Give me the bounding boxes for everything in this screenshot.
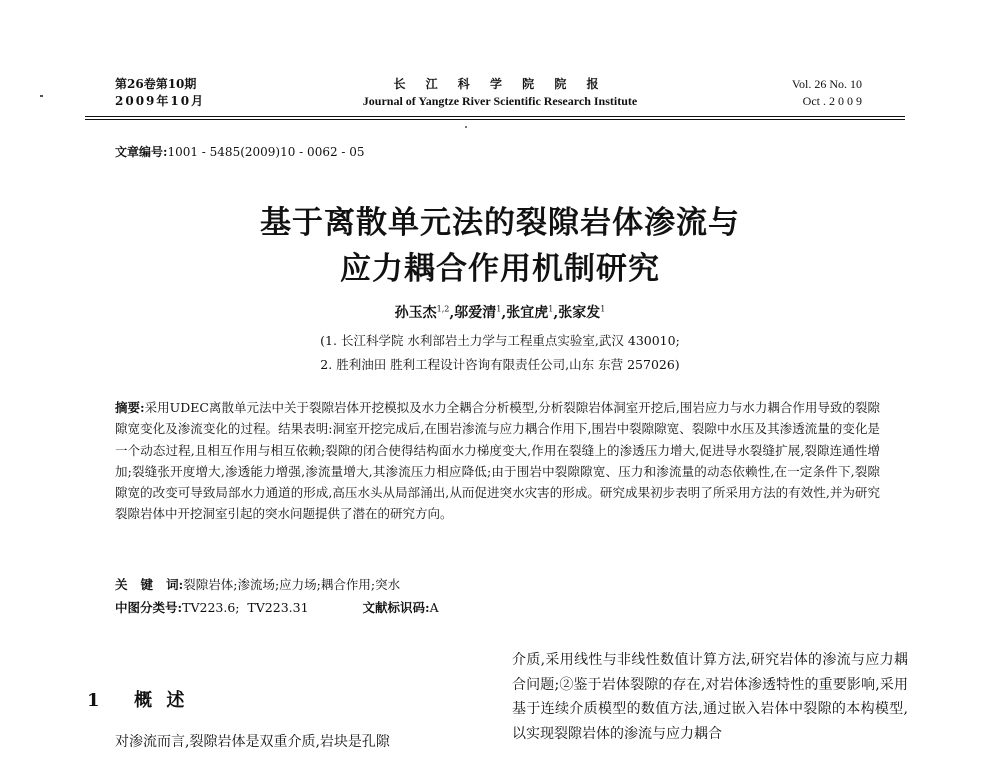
keywords: [115, 575, 400, 593]
section-heading: [87, 686, 188, 712]
article-number-value: 1001 - 5485(2009)10 - 0062 - 05: [167, 145, 365, 159]
header-rule: [85, 116, 905, 117]
author-4-affil: 1: [600, 304, 606, 314]
classification: [115, 598, 439, 616]
author-list: 孙玉杰$^{1,2}$,邬爱清$^1$,张宜虎$^1$,张家发$^1$: [394, 304, 606, 321]
doc-code-label: 文献标识码:: [362, 600, 430, 615]
abstract-label: 摘要:: [115, 400, 145, 415]
journal-name-cn: 长 江 科 学 院 院 报: [393, 77, 607, 91]
date-en: Oct . 2 0 0 9: [802, 94, 862, 108]
volume-issue-cn: 第26卷第10期: [115, 77, 197, 91]
clc-value: TV223.6; TV223.31: [182, 600, 309, 615]
abstract: [115, 397, 880, 525]
article-number-label: 文章编号:: [115, 145, 168, 159]
keywords-label: 关 键 词:: [115, 577, 184, 592]
author-2: 邬爱清: [454, 305, 497, 321]
author-2-affil: 1: [496, 304, 502, 314]
scan-mark: [465, 126, 467, 128]
body-right-column: 介质,采用线性与非线性数值计算方法,研究岩体的渗流与应力耦合问题;②鉴于岩体裂隙的存在,对岩体渗透特性的重要影响,采用基于连续介质模型的数值方法,通过嵌入岩体中裂隙的本构模型,以实现裂隙岩体的渗流与应力耦合: [512, 652, 908, 742]
date-cn: 2009年10月: [115, 94, 206, 108]
clc-label: 中图分类号:: [115, 600, 183, 615]
keywords-text: 裂隙岩体;渗流场;应力场;耦合作用;突水: [183, 577, 401, 592]
body-left-column: [87, 730, 487, 754]
paragraph-line: 对渗流而言,裂隙岩体是双重介质,岩块是孔隙: [115, 734, 390, 750]
paper-title: [0, 200, 1000, 292]
author-4: 张家发: [558, 305, 601, 321]
article-number: [115, 143, 365, 160]
author-1: 孙玉杰: [394, 305, 437, 321]
title-line-2: 应力耦合作用机制研究: [340, 251, 660, 287]
title-line-1: 基于离散单元法的裂隙岩体渗流与: [260, 205, 740, 241]
author-3-affil: 1: [548, 304, 554, 314]
volume-issue-en: Vol. 26 No. 10: [791, 77, 862, 91]
affiliation-1: (1. 长江科学院 水利部岩土力学与工程重点实验室,武汉 430010;: [320, 333, 680, 348]
affiliation-2: 2. 胜利油田 胜利工程设计咨询有限责任公司,山东 东营 257026): [320, 357, 680, 372]
author-3: 张宜虎: [506, 305, 549, 321]
header-rule: [85, 119, 905, 120]
journal-name-en: Journal of Yangtze River Scientific Research Institute: [362, 94, 638, 108]
doc-code-value: A: [429, 600, 439, 615]
author-1-affil: 1,2: [436, 304, 450, 314]
section-number: 1: [87, 690, 104, 711]
issue-info-en: [792, 76, 862, 110]
abstract-text: 采用UDEC离散单元法中关于裂隙岩体开挖模拟及水力全耦合分析模型,分析裂隙岩体洞室开挖后,围岩应力与水力耦合作用导致的裂隙隙宽变化及渗流变化的过程。结果表明:洞室开挖完成后,在围岩渗流与应力耦合作用下,围岩中裂隙隙宽、裂隙中水压及其渗透流量的变化是一个动态过程,且相互作用与相互依赖;裂隙的闭合使得结构面水力梯度变大,作用在裂缝上的渗透压力增大,促进导水裂缝扩展,裂隙连通性增加;裂缝张开度增大,渗透能力增强,渗流量增大,其渗流压力相应降低;由于围岩中裂隙隙宽、压力和渗流量的动态依赖性,在一定条件下,裂隙隙宽的改变可导致局部水力通道的形成,高压水头从局部涌出,从而促进突水灾害的形成。研究成果初步表明了所采用方法的有效性,并为研究裂隙岩体中开挖洞室引起的突水问题提供了潜在的研究方向。: [115, 400, 880, 522]
section-title: 概 述: [134, 690, 189, 711]
